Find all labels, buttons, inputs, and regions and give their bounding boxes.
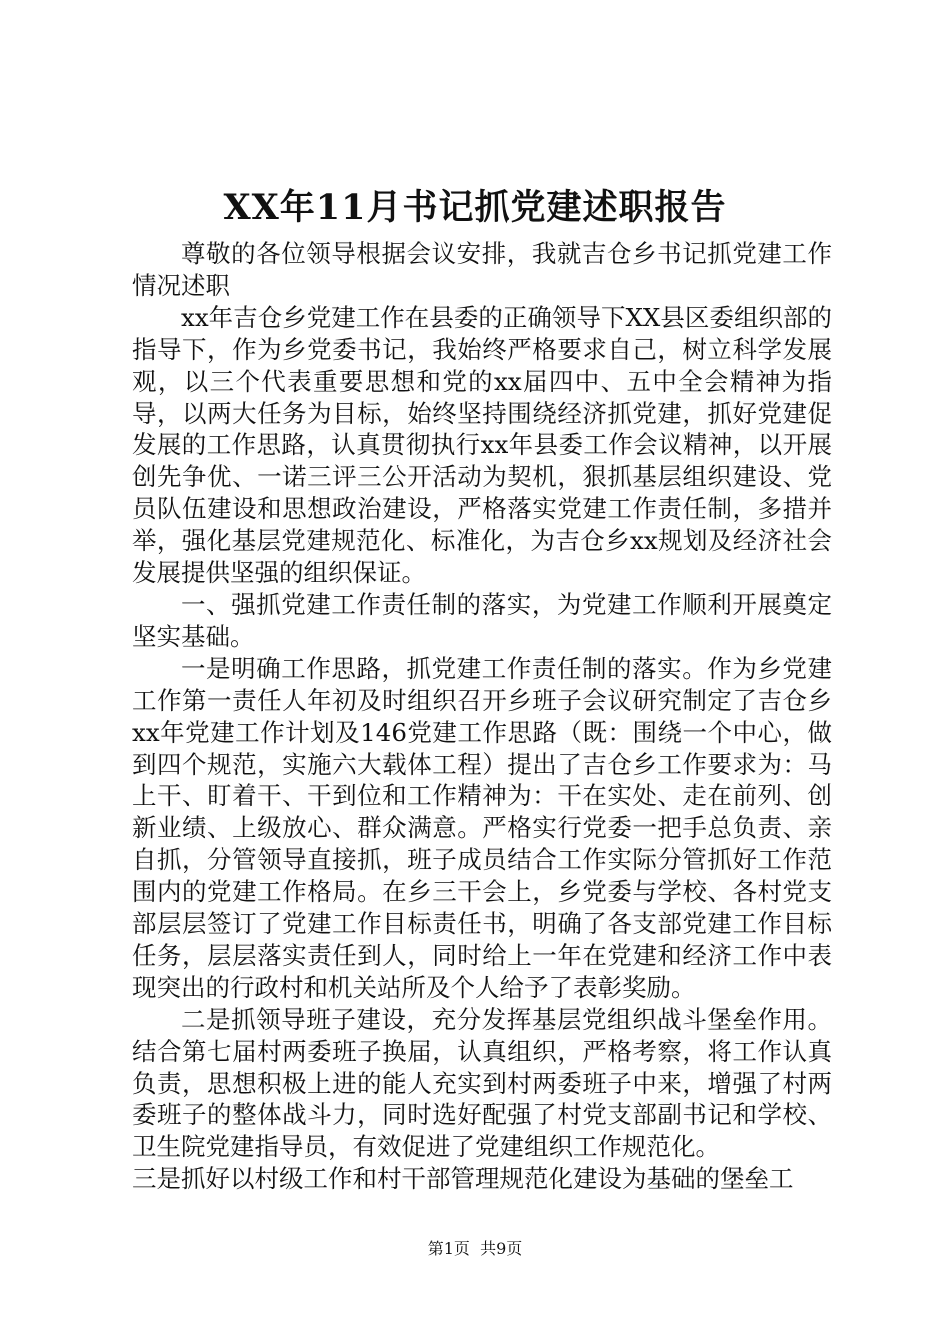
page-number: 第1页 共9页: [427, 1239, 523, 1258]
document-title: XX年11月书记抓党建述职报告: [223, 187, 727, 228]
paragraph-section-heading: 一、强抓党建工作责任制的落实，为党建工作顺利开展奠定坚实基础。: [132, 589, 832, 651]
paragraph-point-one: 一是明确工作思路，抓党建工作责任制的落实。作为乡党建工作第一责任人年初及时组织召开乡班子会议研究制定了吉仓乡xx年党建工作计划及146党建工作思路（既：围绕一个中心，做到四个规范，实施六大载体工程）提出了吉仓乡工作要求为：马上干、盯着干、干到位和工作精神为：干在实处、走在前列、创新业绩、上级放心、群众满意。严格实行党委一把手总负责、亲自抓，分管领导直接抓，班子成员结合工作实际分管抓好工作范围内的党建工作格局。在乡三干会上，乡党委与学校、各村党支部层层签订了党建工作目标责任书，明确了各支部党建工作目标任务，层层落实责任到人，同时给上一年在党建和经济工作中表现突出的行政村和机关站所及个人给予了表彰奖励。: [132, 653, 832, 1002]
paragraph-point-three: 三是抓好以村级工作和村干部管理规范化建设为基础的堡垒工: [132, 1164, 794, 1194]
paragraph-greeting: 尊敬的各位领导根据会议安排，我就吉仓乡书记抓党建工作情况述职: [132, 239, 832, 300]
paragraph-point-two: 二是抓领导班子建设，充分发挥基层党组织战斗堡垒作用。结合第七届村两委班子换届，认真组织，严格考察，将工作认真负责，思想积极上进的能人充实到村两委班子中来，增强了村两委班子的整体战斗力，同时选好配强了村党支部副书记和学校、卫生院党建指导员，有效促进了党建组织工作规范化。: [132, 1004, 832, 1162]
paragraph-overview: xx年吉仓乡党建工作在县委的正确领导下XX县区委组织部的指导下，作为乡党委书记，我始终严格要求自己，树立科学发展观，以三个代表重要思想和党的xx届四中、五中全会精神为指导，以两大任务为目标，始终坚持围绕经济抓党建，抓好党建促发展的工作思路，认真贯彻执行xx年县委工作会议精神，以开展创先争优、一诺三评三公开活动为契机，狠抓基层组织建设、党员队伍建设和思想政治建设，严格落实党建工作责任制，多措并举，强化基层党建规范化、标准化，为吉仓乡xx规划及经济社会发展提供坚强的组织保证。: [132, 302, 832, 588]
document-body: [132, 238, 832, 1195]
